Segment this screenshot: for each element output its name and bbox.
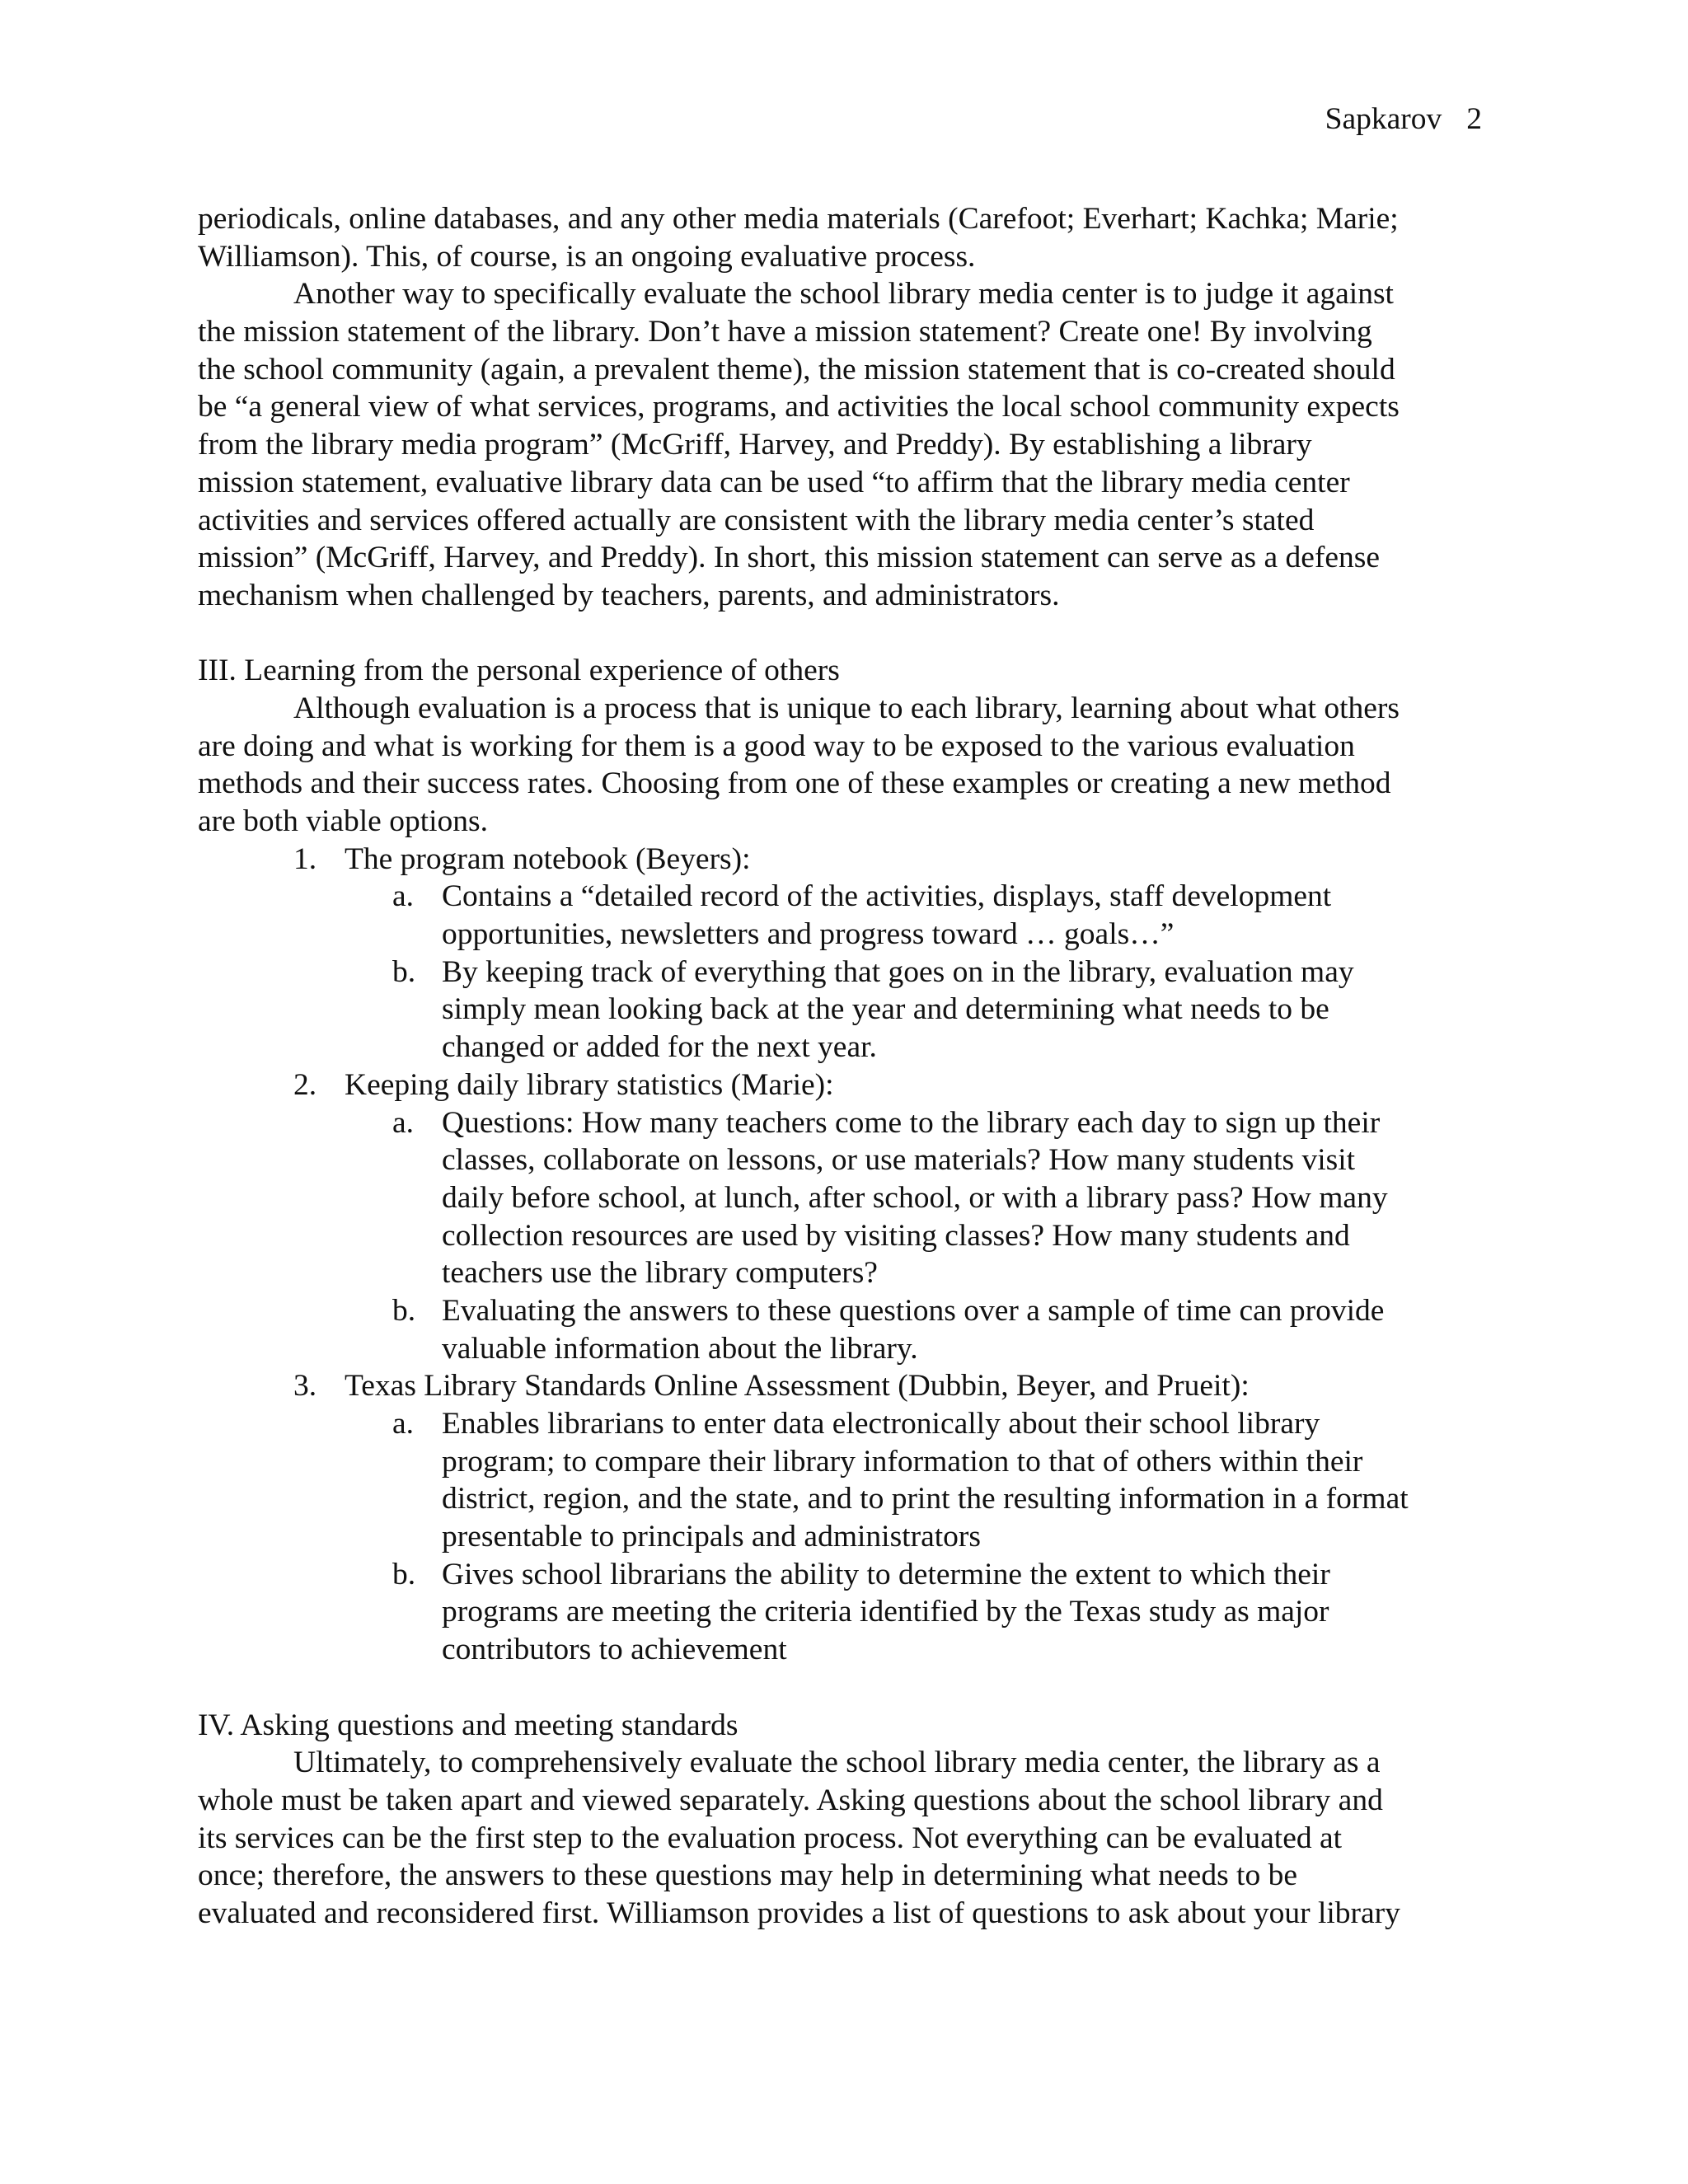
list-item-text: The program notebook (Beyers): (345, 841, 751, 876)
list-item-continuation: opportunities, newsletters and progress toward … goals…” (442, 917, 1175, 952)
text-line: the school community (again, a prevalent theme), the mission statement that is co-created should (198, 352, 1395, 387)
list-item-text: By keeping track of everything that goes on in the library, evaluation may (442, 954, 1354, 989)
list-marker: 2. (293, 1067, 317, 1102)
list-item-text: Texas Library Standards Online Assessment (Dubbin, Beyer, and Prueit): (345, 1369, 1250, 1404)
list-item-continuation: collection resources are used by visiting classes? How many students and (442, 1218, 1350, 1253)
page-header (1325, 101, 1482, 138)
page-number: 2 (1466, 102, 1482, 136)
list-item-text: Enables librarians to enter data electronically about their school library (442, 1407, 1320, 1441)
list-item-continuation: daily before school, at lunch, after school, or with a library pass? How many (442, 1180, 1388, 1215)
list-marker: b. (392, 1557, 416, 1591)
text-line: activities and services offered actually are consistent with the library media center’s stated (198, 503, 1315, 537)
list-item-text: Evaluating the answers to these questions over a sample of time can provide (442, 1293, 1385, 1328)
lettered-list-item (198, 1556, 1517, 1594)
text-line: periodicals, online databases, and any other media materials (Carefoot; Everhart; Kachka; Marie; (198, 202, 1399, 236)
list-item-text: Questions: How many teachers come to the library each day to sign up their (442, 1105, 1381, 1140)
text-line: be “a general view of what services, programs, and activities the local school community expects (198, 390, 1400, 424)
document-body (198, 200, 1517, 1933)
list-marker: b. (392, 954, 416, 989)
list-marker: a. (392, 879, 415, 914)
paragraph-spacer (198, 1669, 1517, 1707)
lettered-list-item (198, 1104, 1517, 1142)
list-marker: b. (392, 1293, 416, 1328)
text-line: its services can be the first step to the evaluation process. Not everything can be evaluated at (198, 1821, 1343, 1855)
list-marker: 3. (293, 1369, 317, 1404)
text-line: Although evaluation is a process that is unique to each library, learning about what others (293, 691, 1400, 725)
header-author: Sapkarov (1325, 102, 1442, 136)
list-item-continuation: district, region, and the state, and to print the resulting information in a format (442, 1482, 1409, 1516)
text-line: from the library media program” (McGriff, Harvey, and Preddy). By establishing a library (198, 428, 1312, 462)
lettered-list-item (198, 878, 1517, 916)
text-line: evaluated and reconsidered first. Williamson provides a list of questions to ask about your library (198, 1896, 1400, 1930)
text-line: mechanism when challenged by teachers, parents, and administrators. (198, 578, 1060, 612)
text-line: the mission statement of the library. Don’t have a mission statement? Create one! By involving (198, 315, 1372, 349)
paragraph-spacer (198, 615, 1517, 653)
text-line: III. Learning from the personal experience of others (198, 654, 840, 688)
list-marker: a. (392, 1105, 415, 1140)
list-item-continuation: program; to compare their library information to that of others within their (442, 1444, 1363, 1479)
list-item-continuation: presentable to principals and administrators (442, 1520, 981, 1554)
text-line: Williamson). This, of course, is an ongoing evaluative process. (198, 239, 976, 274)
numbered-list-item (198, 1066, 1517, 1104)
list-item-text: Gives school librarians the ability to determine the extent to which their (442, 1557, 1330, 1591)
list-item-continuation: contributors to achievement (442, 1633, 787, 1667)
text-line: mission statement, evaluative library data can be used “to affirm that the library media center (198, 465, 1350, 499)
list-item-continuation: simply mean looking back at the year and determining what needs to be (442, 992, 1329, 1027)
list-item-continuation: valuable information about the library. (442, 1331, 918, 1366)
text-line: whole must be taken apart and viewed separately. Asking questions about the school library and (198, 1783, 1383, 1817)
list-item-continuation: classes, collaborate on lessons, or use materials? How many students visit (442, 1143, 1356, 1178)
list-item-continuation: programs are meeting the criteria identified by the Texas study as major (442, 1595, 1329, 1629)
list-marker: a. (392, 1407, 415, 1441)
text-line: methods and their success rates. Choosing from one of these examples or creating a new method (198, 766, 1391, 801)
numbered-list-item (198, 841, 1517, 879)
list-item-continuation: changed or added for the next year. (442, 1030, 877, 1065)
text-line: IV. Asking questions and meeting standards (198, 1708, 738, 1742)
text-line: Another way to specifically evaluate the school library media center is to judge it against (293, 277, 1394, 312)
lettered-list-item (198, 954, 1517, 991)
text-line: Ultimately, to comprehensively evaluate the school library media center, the library as a (293, 1746, 1381, 1780)
list-item-text: Keeping daily library statistics (Marie): (345, 1067, 834, 1102)
lettered-list-item (198, 1405, 1517, 1443)
list-marker: 1. (293, 841, 317, 876)
text-line: are doing and what is working for them is a good way to be exposed to the various evaluation (198, 729, 1355, 763)
numbered-list-item (198, 1367, 1517, 1405)
text-line: mission” (McGriff, Harvey, and Preddy). In short, this mission statement can serve as a defense (198, 541, 1381, 575)
list-item-continuation: teachers use the library computers? (442, 1256, 878, 1291)
text-line: are both viable options. (198, 804, 489, 838)
text-line: once; therefore, the answers to these questions may help in determining what needs to be (198, 1858, 1297, 1893)
list-item-text: Contains a “detailed record of the activities, displays, staff development (442, 879, 1332, 914)
lettered-list-item (198, 1292, 1517, 1330)
